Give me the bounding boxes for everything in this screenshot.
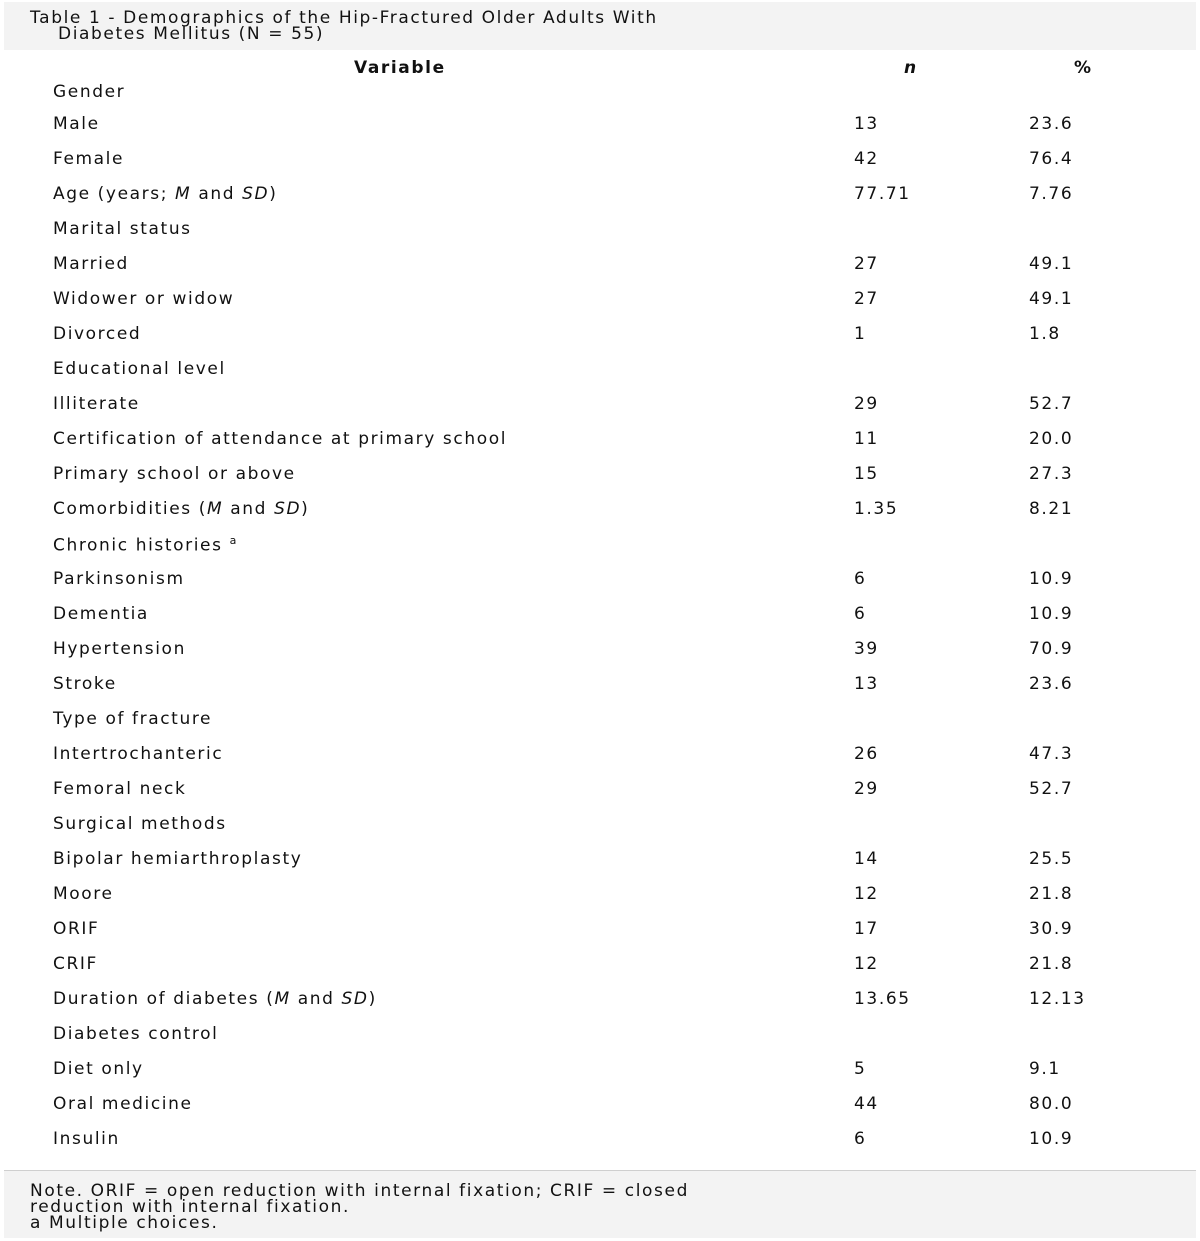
row-n: 12 (854, 954, 879, 974)
row-n: 77.71 (854, 184, 911, 204)
row-label: Dementia (53, 604, 149, 624)
table-row (0, 427, 1200, 462)
row-n: 11 (854, 429, 879, 449)
row-label: Femoral neck (53, 779, 187, 799)
row-n: 6 (854, 604, 867, 624)
row-label: Insulin (53, 1129, 120, 1149)
row-label: Age (years; M and SD) (53, 184, 278, 204)
row-percent: 12.13 (1029, 989, 1086, 1009)
header-n: n (904, 58, 918, 78)
table-row (0, 322, 1200, 357)
table-row (0, 497, 1200, 532)
row-label: Marital status (53, 219, 192, 239)
row-percent: 80.0 (1029, 1094, 1074, 1114)
table-row (0, 112, 1200, 147)
row-n: 27 (854, 289, 879, 309)
row-percent: 70.9 (1029, 639, 1074, 659)
row-n: 1 (854, 324, 867, 344)
row-percent: 23.6 (1029, 114, 1074, 134)
row-label: Chronic histories $^a$ (53, 534, 238, 556)
footnote-line-2: reduction with internal fixation. (30, 1197, 351, 1217)
table-row (0, 567, 1200, 602)
row-percent: 10.9 (1029, 569, 1074, 589)
row-n: 15 (854, 464, 879, 484)
row-percent: 10.9 (1029, 604, 1074, 624)
row-label: CRIF (53, 954, 98, 974)
row-percent: 1.8 (1029, 324, 1061, 344)
row-percent: 76.4 (1029, 149, 1074, 169)
row-label: Primary school or above (53, 464, 296, 484)
row-label: Parkinsonism (53, 569, 185, 589)
table-row (0, 602, 1200, 637)
table-row (0, 82, 1200, 112)
row-n: 39 (854, 639, 879, 659)
table-row (0, 882, 1200, 917)
row-n: 17 (854, 919, 879, 939)
caption-line-2: Diabetes Mellitus (N = 55) (58, 24, 325, 44)
table-row (0, 357, 1200, 392)
table-row (0, 1127, 1200, 1162)
table-row (0, 532, 1200, 567)
table-row (0, 392, 1200, 427)
table-row (0, 952, 1200, 987)
row-percent: 23.6 (1029, 674, 1074, 694)
row-label: Stroke (53, 674, 117, 694)
row-percent: 52.7 (1029, 779, 1074, 799)
row-label: Gender (53, 82, 126, 102)
row-label: Comorbidities (M and SD) (53, 499, 310, 519)
row-n: 13 (854, 674, 879, 694)
table-row (0, 1092, 1200, 1127)
footnote-line-1: Note. ORIF = open reduction with internal fixation; CRIF = closed (30, 1181, 689, 1201)
row-label: Surgical methods (53, 814, 227, 834)
table-caption (4, 2, 1196, 50)
row-label: Female (53, 149, 125, 169)
row-label: Intertrochanteric (53, 744, 224, 764)
row-label: Educational level (53, 359, 226, 379)
table-row (0, 252, 1200, 287)
table-row (0, 812, 1200, 847)
row-label: Duration of diabetes (M and SD) (53, 989, 377, 1009)
row-n: 44 (854, 1094, 879, 1114)
row-label: Diabetes control (53, 1024, 219, 1044)
table-row (0, 147, 1200, 182)
table-row (0, 742, 1200, 777)
table-footnote (4, 1170, 1196, 1238)
row-percent: 47.3 (1029, 744, 1074, 764)
row-n: 26 (854, 744, 879, 764)
row-percent: 49.1 (1029, 289, 1074, 309)
header-variable: Variable (354, 58, 446, 78)
row-n: 12 (854, 884, 879, 904)
row-percent: 21.8 (1029, 954, 1074, 974)
footnote-line-3: a Multiple choices. (30, 1213, 219, 1233)
row-label: Male (53, 114, 100, 134)
row-label: Type of fracture (53, 709, 213, 729)
row-percent: 9.1 (1029, 1059, 1061, 1079)
table-row (0, 987, 1200, 1022)
row-percent: 52.7 (1029, 394, 1074, 414)
table-row (0, 287, 1200, 322)
table-row (0, 672, 1200, 707)
row-n: 5 (854, 1059, 867, 1079)
table-row (0, 637, 1200, 672)
row-n: 6 (854, 569, 867, 589)
header-percent: % (1074, 58, 1093, 78)
row-n: 6 (854, 1129, 867, 1149)
table-row (0, 217, 1200, 252)
row-percent: 27.3 (1029, 464, 1074, 484)
row-n: 14 (854, 849, 879, 869)
row-percent: 25.5 (1029, 849, 1074, 869)
row-percent: 7.76 (1029, 184, 1074, 204)
table-row (0, 917, 1200, 952)
table-row (0, 462, 1200, 497)
row-footnote-marker: a (229, 534, 238, 547)
table-body (0, 82, 1200, 1162)
row-label: Certification of attendance at primary school (53, 429, 508, 449)
row-label: Hypertension (53, 639, 186, 659)
table-row (0, 707, 1200, 742)
row-n: 13.65 (854, 989, 911, 1009)
row-label: Oral medicine (53, 1094, 193, 1114)
row-label: Illiterate (53, 394, 140, 414)
row-percent: 30.9 (1029, 919, 1074, 939)
row-n: 13 (854, 114, 879, 134)
table-header (0, 58, 1200, 82)
row-percent: 20.0 (1029, 429, 1074, 449)
table-row (0, 1057, 1200, 1092)
row-n: 42 (854, 149, 879, 169)
table-row (0, 1022, 1200, 1057)
caption-line-1: Table 1 - Demographics of the Hip-Fractured Older Adults With (30, 8, 658, 28)
row-label: Divorced (53, 324, 142, 344)
row-n: 27 (854, 254, 879, 274)
row-n: 29 (854, 779, 879, 799)
table-row (0, 182, 1200, 217)
row-percent: 49.1 (1029, 254, 1074, 274)
row-n: 29 (854, 394, 879, 414)
row-label: Widower or widow (53, 289, 235, 309)
row-label: Bipolar hemiarthroplasty (53, 849, 303, 869)
row-n: 1.35 (854, 499, 899, 519)
row-label: Moore (53, 884, 114, 904)
row-percent: 8.21 (1029, 499, 1074, 519)
row-percent: 10.9 (1029, 1129, 1074, 1149)
row-label: ORIF (53, 919, 100, 939)
table-row (0, 847, 1200, 882)
row-percent: 21.8 (1029, 884, 1074, 904)
table-row (0, 777, 1200, 812)
row-label: Married (53, 254, 129, 274)
row-label: Diet only (53, 1059, 144, 1079)
